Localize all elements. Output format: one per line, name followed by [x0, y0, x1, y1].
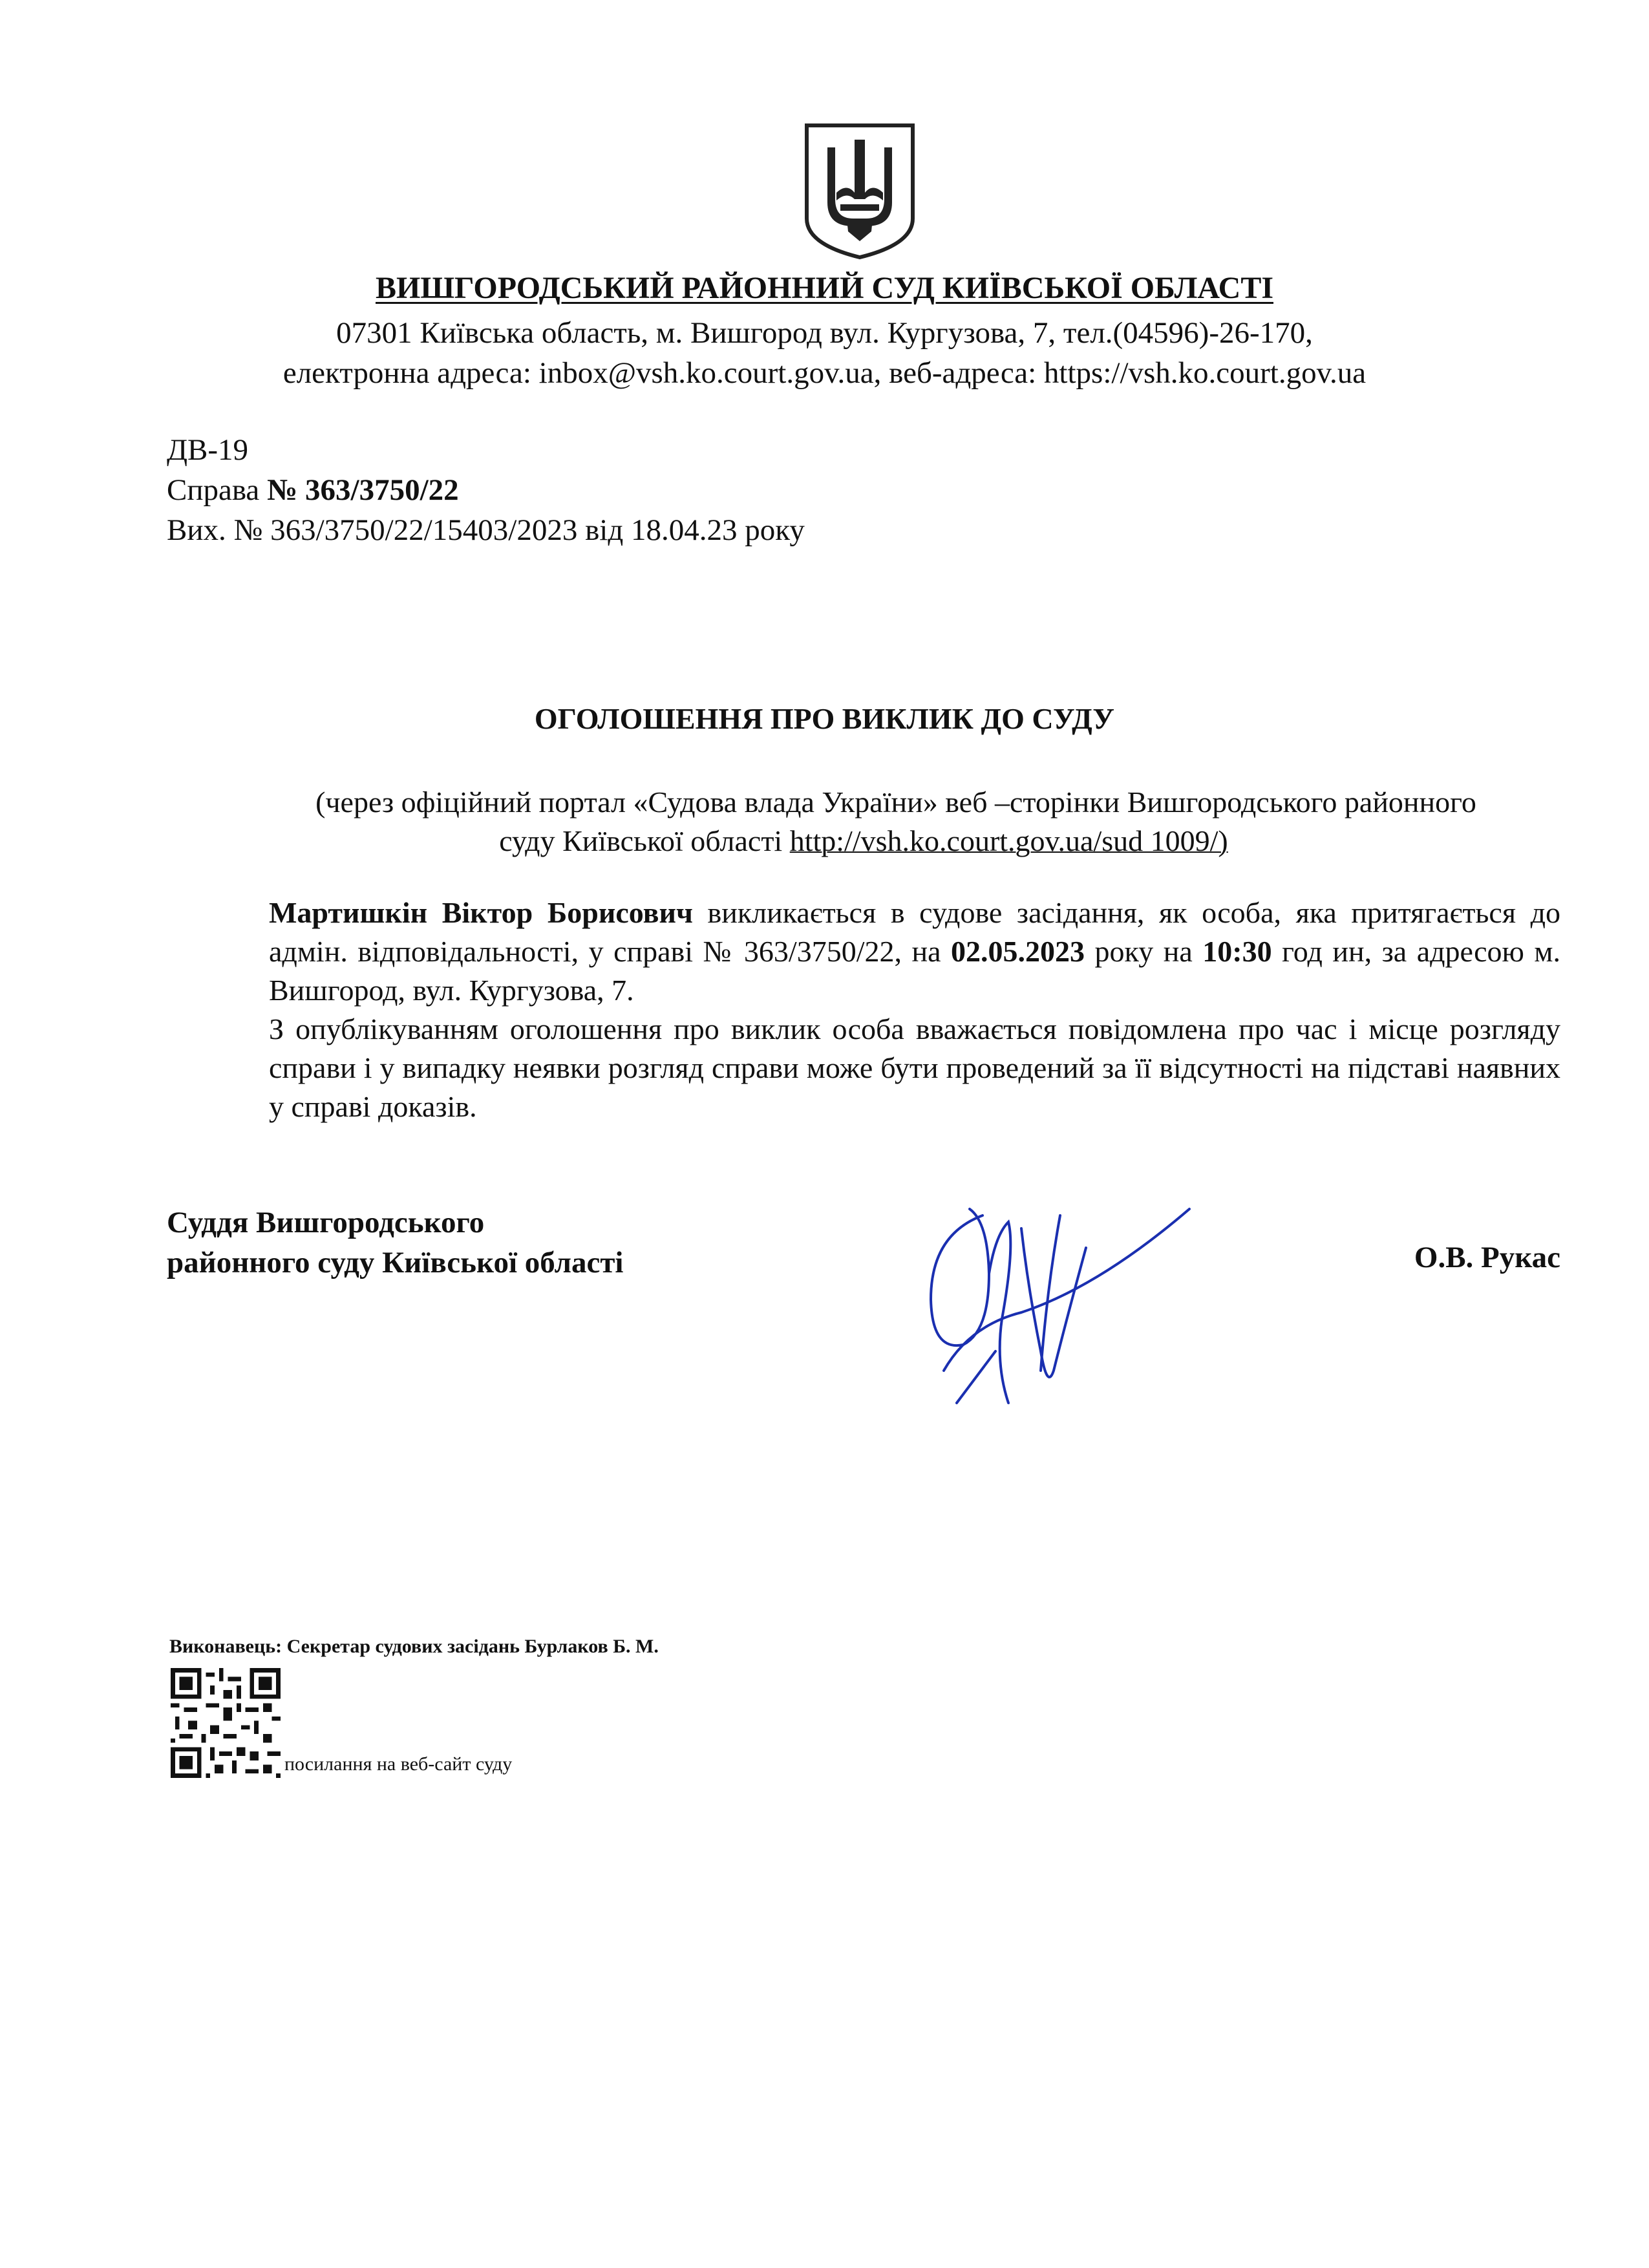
qr-caption: посилання на веб-сайт суду	[284, 1753, 513, 1775]
handwritten-signature	[892, 1157, 1202, 1429]
qr-code-icon[interactable]	[171, 1668, 281, 1778]
judge-name: О.В. Рукас	[1414, 1241, 1560, 1274]
court-name: ВИШГОРОДСЬКИЙ РАЙОННИЙ СУД КИЇВСЬКОЇ ОБЛАСТІ	[375, 271, 1274, 305]
hearing-time: 10:30	[1202, 935, 1272, 968]
case-line	[167, 470, 805, 510]
notice-title: ОГОЛОШЕННЯ ПРО ВИКЛИК ДО СУДУ	[534, 702, 1115, 735]
coat-of-arms-icon	[802, 122, 918, 261]
judge-position	[167, 1203, 623, 1283]
summons-paragraph	[167, 893, 1560, 1010]
court-contacts: електронна адреса: inbox@vsh.ko.court.gov.ua, веб-адреса: https://vsh.ko.court.gov.ua	[282, 356, 1367, 390]
case-number: № 363/3750/22	[267, 473, 459, 507]
document-code: ДВ-19	[167, 433, 249, 467]
executor-line: Виконавець: Секретар судових засідань Бурлаков Б. М.	[169, 1636, 659, 1657]
portal-link[interactable]: http://vsh.ko.court.gov.ua/sud 1009/)	[789, 824, 1228, 857]
summons-text-2: року на	[1085, 935, 1203, 968]
judge-position-line1: Суддя Вишгородського	[167, 1206, 485, 1239]
hearing-date: 02.05.2023	[951, 935, 1085, 968]
document-meta	[167, 430, 805, 550]
portal-note-prefix: суду Київської області	[499, 824, 790, 857]
summons-text-3: год ин, за адресою м. Вишгород, вул. Кургузова, 7.	[269, 935, 1560, 1007]
consequences-paragraph: З опублікуванням оголошення про виклик особа вважається повідомлена про час і місце розгляду справи і у випадку неявки розгляд справи може бути проведений за її відсутності на підставі наявних у справі доказів.	[269, 1012, 1560, 1123]
notice-body	[167, 893, 1560, 1126]
judge-position-line2: районного суду Київської області	[167, 1246, 624, 1279]
portal-note-line2	[167, 821, 1560, 861]
court-address: 07301 Київська область, м. Вишгород вул. Кургузова, 7, тел.(04596)-26-170,	[336, 316, 1313, 350]
portal-note-line1: (через офіційний портал «Судова влада України» веб –сторінки Вишгородського районного	[315, 786, 1476, 818]
case-label: Справа	[167, 473, 260, 507]
outgoing-number: Вих. № 363/3750/22/15403/2023 від 18.04.23 року	[167, 513, 805, 547]
summons-text: викликається в судове засідання, як особа, яка притягається до адмін. відповідальності, у справі № 363/3750/22, на	[269, 896, 1560, 968]
person-name: Мартишкін Віктор Борисович	[269, 896, 693, 929]
